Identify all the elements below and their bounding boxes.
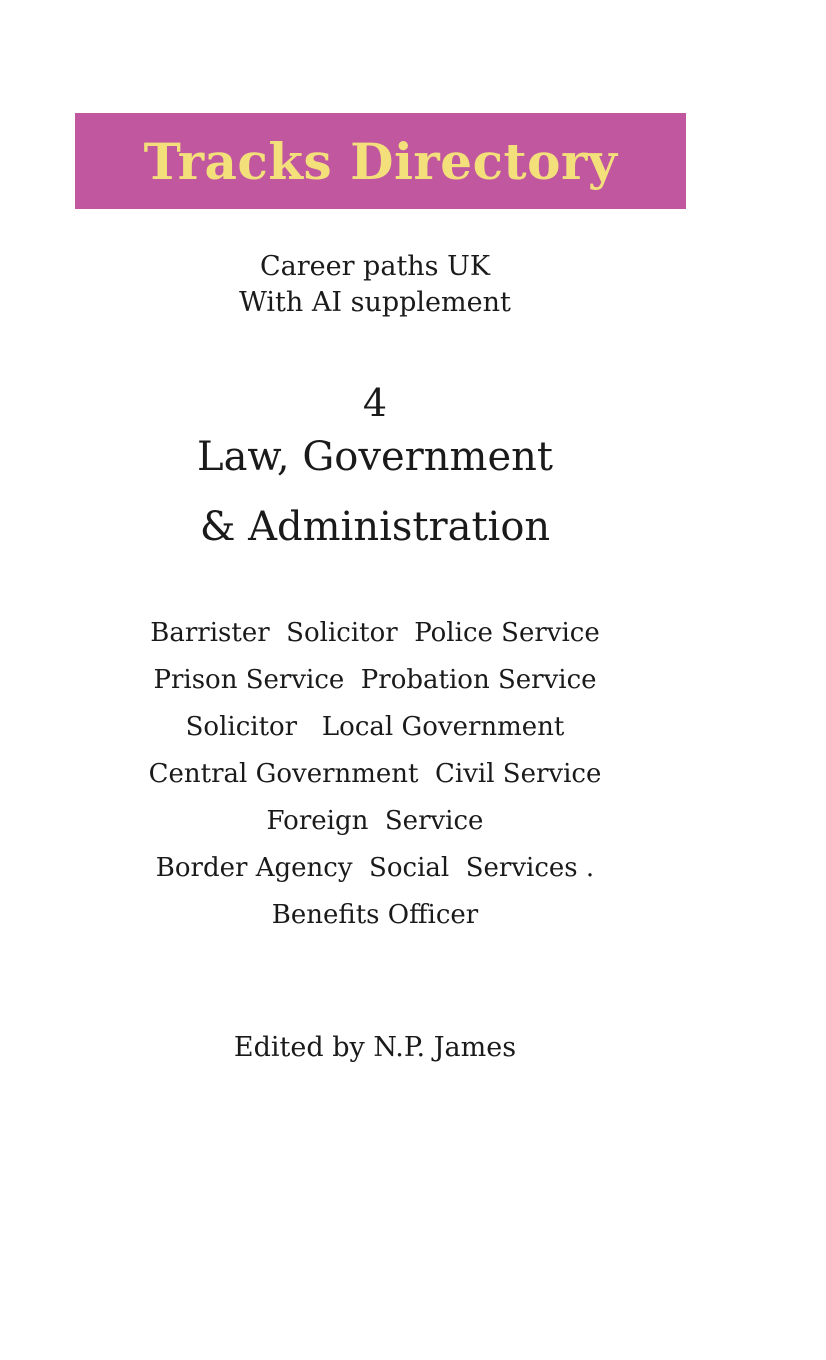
editor-credit: Edited by N.P. James	[233, 1032, 517, 1063]
volume-title-line-1: Law, Government	[197, 434, 553, 480]
volume-title-line-2: & Administration	[199, 504, 551, 550]
career-list	[100, 613, 650, 942]
volume-number: 4	[362, 381, 388, 425]
career-line: Central Government Civil Service	[148, 759, 602, 789]
career-line: Border Agency Social Services .	[155, 853, 595, 883]
subtitle-line-1: Career paths UK	[259, 251, 491, 282]
career-line: Solicitor Local Government	[185, 712, 565, 742]
career-line: Prison Service Probation Service	[153, 665, 597, 695]
book-title: Tracks Directory	[143, 131, 618, 191]
career-line: Foreign Service	[266, 806, 484, 836]
career-line: Benefits Officer	[271, 900, 479, 930]
career-line: Barrister Solicitor Police Service	[150, 618, 600, 648]
title-banner	[75, 113, 686, 209]
subtitle-line-2: With AI supplement	[239, 287, 511, 318]
